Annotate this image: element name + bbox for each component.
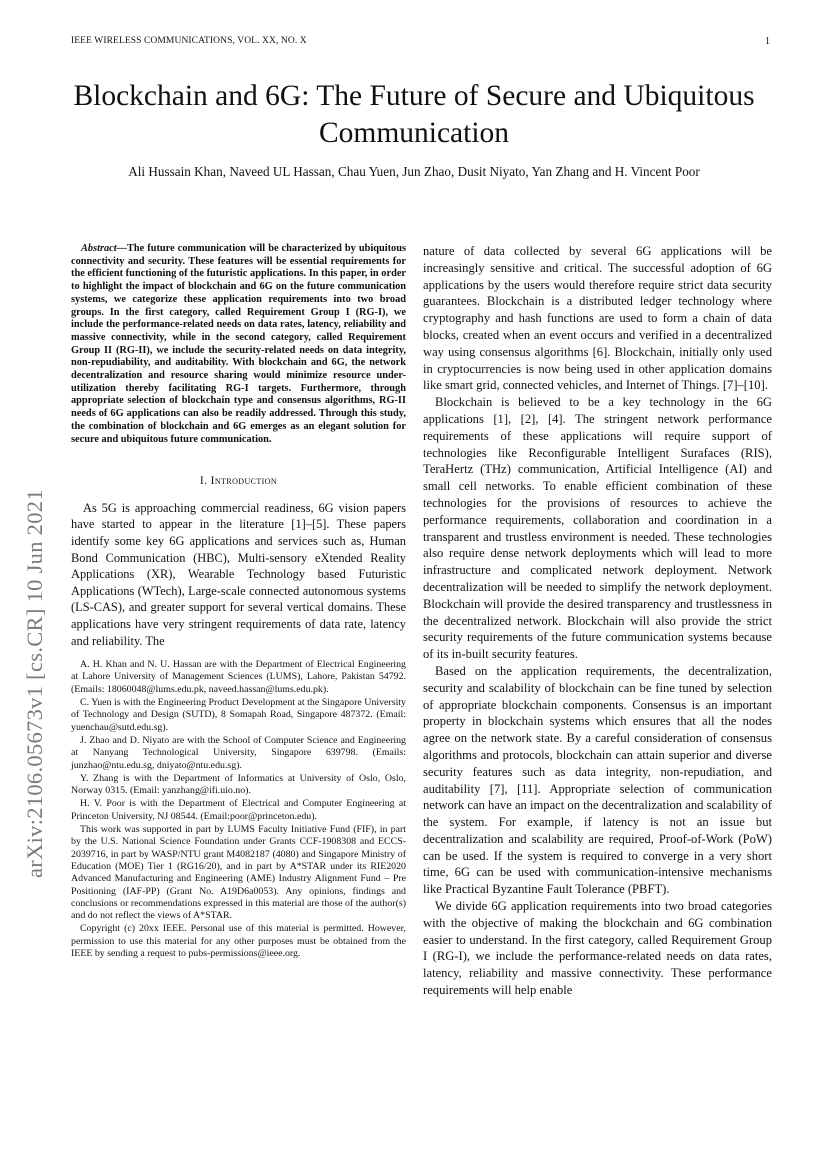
body-paragraph: We divide 6G application requirements into two broad categories with the objective of making the blockchain and 6G combination easier to understand. In the first category, called Requirement Group I (RG-I), we include the performance-related needs on data rates, latency, reliability and massive connectivity. These performance requirements will help enable (423, 899, 772, 998)
section-heading-introduction: I. Introduction (199, 475, 278, 488)
footnote-poor: H. V. Poor is with the Department of Electrical and Computer Engineering at Princeton University, NJ 08544. (Email:poor@princeton.edu). (71, 798, 406, 822)
footnote-yuen: C. Yuen is with the Engineering Product Development at the Singapore University of Technology and Design (SUTD), 8 Somapah Road, Singapore 487372. (Email: yuenchau@sutd.edu.sg). (71, 697, 406, 733)
author-footnotes (71, 659, 406, 960)
footnote-zhang: Y. Zhang is with the Department of Informatics at University of Oslo, Oslo, Norway 0315. (Email: yanzhang@ifi.uio.no). (71, 772, 406, 797)
footnote-zhao-niyato: J. Zhao and D. Niyato are with the School of Computer Science and Engineering at Nanyang Technological University, Singapore 639798. (Emails: junzhao@ntu.edu.sg, dniyato@ntu.edu.sg). (71, 734, 406, 771)
page-number: 1 (765, 36, 770, 47)
paper-title: Blockchain and 6G: The Future of Secure and Ubiquitous Communication (73, 80, 755, 149)
footnote-copyright: Copyright (c) 20xx IEEE. Personal use of this material is permitted. However, permission to use this material for any other purposes must be obtained from the IEEE by sending a request to pubs-permissions@ieee.org. (71, 923, 406, 960)
abstract-text: The future communication will be characterized by ubiquitous connectivity and security. These features will be essential requirements for the efficient functioning of the futuristic applications. In this paper, in order to highlight the impact of blockchain and 6G on the future communication systems, we categorize these application requirements into two broad groups. In the first category, called Requirement Group I (RG-I), we include the performance-related needs on data rates, latency, reliability and massive connectivity, while in the second category, called Requirement Group II (RG-II), we include the security-related needs on data integrity, non-repudiability, and auditability. With blockchain and 6G, the network decentralization and resource sharing would minimize resource under-utilization thereby facilitating RG-I targets. Furthermore, through appropriate selection of blockchain type and consensus algorithms, RG-II needs of 6G applications can also be readily addressed. Through this study, the combination of blockchain and 6G emerges as an elegant solution for secure and ubiquitous future communication. (71, 243, 406, 445)
intro-paragraph: As 5G is approaching commercial readiness, 6G vision papers have started to appear in the literature [1]–[5]. These papers identify some key 6G applications and services such as, Human Bond Communication (HBC), Multi-sensory eXtended Reality Applications (XR), Wearable Technology based Futuristic Applications (WTech), Large-scale connected autonomous systems (LS-CAS), and greater support for several vertical domains. These applications have very stringent requirements of data rate, latency and reliability. The (71, 500, 406, 648)
abstract (71, 243, 406, 446)
body-paragraph: Based on the application requirements, the decentralization, security and scalability of blockchain can be fine tuned by selection of appropriate blockchain components. Consensus is an important property in blockchain systems which ensures that all the nodes agree on the network state. By a careful consideration of consensus algorithms and protocols, blockchain can attain superior and diverse security features such as data integrity, non-repudiation, and auditability [7], [11]. Appropriate selection of communication network can have an impact on the decentralization and scalability of the system. For example, if latency is not an issue but decentralization and scalability are required, Proof-of-Work (PoW) can be used. If the system is required to converge in a very short time, 6G can be used with communication-intensive mechanisms like Practical Byzantine Fault Tolerance (PBFT). (423, 663, 772, 897)
body-paragraph: nature of data collected by several 6G applications will be increasingly sensitive and critical. The successful adoption of 6G applications by the users would therefore require strict data security guarantees. Blockchain is a distributed ledger technology where cryptography and hash functions are used to form a chain of data blocks, created when an event occurs and verified in a decentralized way using consensus algorithms [6]. Blockchain, initially only used in cryptocurrencies is now being used in other application domains like smart grid, connected vehicles, and Internet of Things. [7]–[10]. (423, 244, 772, 393)
footnote-khan-hassan: A. H. Khan and N. U. Hassan are with the Department of Electrical Engineering at Lahore University of Management Sciences (LUMS), Lahore, Pakistan 54792. (Emails: 18060048@lums.edu.pk, naveed.hassan@lums.edu.pk). (71, 659, 406, 695)
body-paragraph: Blockchain is believed to be a key technology in the 6G applications [1], [2], [4]. The stringent network performance requirements of these applications will require support of technologies like Reconfigurable Intelligent Surafaces (RIS), TeraHertz (THz) communication, Artificial Intelligence (AI) and small cell networks. To enable efficient combination of these technologies for the provisions of resources to achieve the performance requirements, collaboration and coordination in a transparent and trustless environment is needed. These technologies also require dense network deployments which will lead to more infrastructure and complicated network deployment. Network decentralization will be needed to simplify the network deployment. Blockchain will provide the desired transparency and trustlessness in the decentralized network. Blockchain will also provide the strict security requirements of the future communication systems because of its in-built security features. (423, 395, 772, 662)
footnote-funding: This work was supported in part by LUMS Faculty Initiative Fund (FIF), in part by the U.S. National Science Foundation under Grants CCF-1908308 and ECCS-2039716, in part by WASP/NTU grant M4082187 (4080) and Singapore Ministry of Education (MOE) Tier 1 (RG16/20), and in part by A*STAR under its RIE2020 Advanced Manufacturing and Engineering (AME) Industry Alignment Fund – Pre Positioning (IAF-PP) (Grant No. A19D6a0053). Any opinions, findings and conclusions or recommendations expressed in this material are those of the author(s) and do not reflect the views of A*STAR. (71, 824, 406, 922)
abstract-label: Abstract— (81, 243, 127, 254)
left-column (71, 243, 406, 961)
right-column (423, 243, 772, 999)
author-list: Ali Hussain Khan, Naveed UL Hassan, Chau Yuen, Jun Zhao, Dusit Niyato, Yan Zhang and H. Vincent Poor (128, 164, 700, 179)
arxiv-identifier-stamp: arXiv:2106.05673v1 [cs.CR] 10 Jun 2021 (22, 489, 47, 878)
running-head: IEEE WIRELESS COMMUNICATIONS, VOL. XX, NO. X (71, 36, 307, 46)
